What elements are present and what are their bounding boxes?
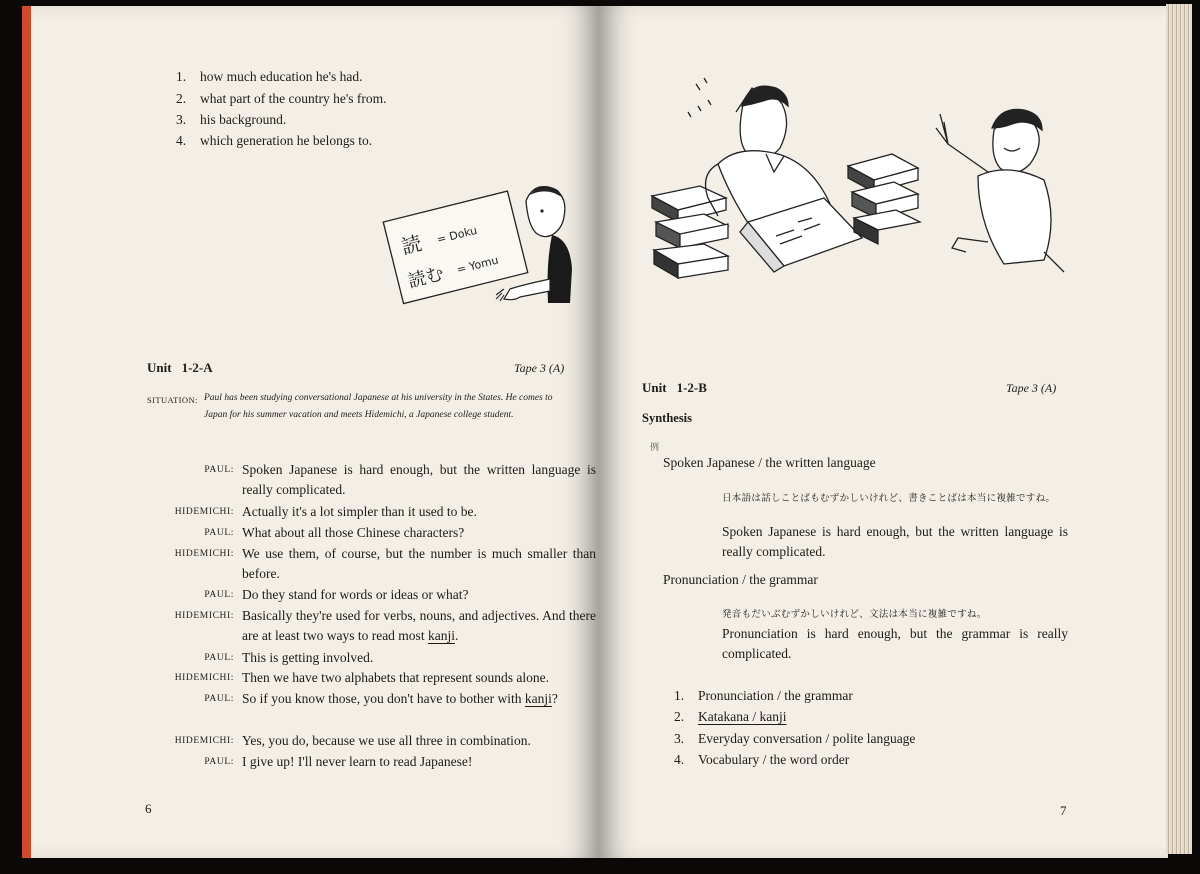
dialogue-text: Do they stand for words or ideas or what? xyxy=(242,587,469,602)
speaker: HIDEMICHI: xyxy=(174,611,234,621)
list-item: 1. Pronunciation / the grammar xyxy=(674,688,853,703)
speaker: HIDEMICHI: xyxy=(174,736,234,746)
sign-reading-2: = Yomu xyxy=(455,253,500,277)
book-stack-right xyxy=(848,154,920,244)
speaker: PAUL: xyxy=(204,465,234,475)
dialogue-text: We use them, of course, but the number is much smaller than before. xyxy=(242,546,596,581)
speaker: PAUL: xyxy=(204,528,234,538)
speaker: HIDEMICHI: xyxy=(174,673,234,683)
underlined-word: kanji xyxy=(427,627,455,643)
example-english: Pronunciation is hard enough, but the grammar is really complicated. xyxy=(722,626,1068,661)
unit-heading: Unit 1-2-B xyxy=(642,380,707,395)
tape-reference: Tape 3 (A) xyxy=(514,361,565,375)
dialogue-text: So if you know those, you don't have to bother with kanji? xyxy=(242,691,558,706)
list-item: 1. how much education he's had. xyxy=(176,69,363,84)
speaker: PAUL: xyxy=(204,590,234,600)
example-cue: Pronunciation / the grammar xyxy=(663,572,818,587)
kanji-sign-illustration xyxy=(376,171,576,306)
dialogue-text: This is getting involved. xyxy=(242,650,374,665)
list-item: 3. Everyday conversation / polite language xyxy=(674,731,916,746)
right-page xyxy=(598,6,1168,858)
example-japanese: 日本語は話しことばもむずかしいけれど、書きことばは本当に複雑ですね。 xyxy=(722,493,1056,504)
example-cue: Spoken Japanese / the written language xyxy=(663,455,876,470)
dialogue-text: Yes, you do, because we use all three in combination. xyxy=(242,733,531,748)
sign-kanji-2: 読む xyxy=(406,263,447,293)
left-page xyxy=(22,6,601,858)
dialogue-text: Then we have two alphabets that represent sounds alone. xyxy=(242,670,550,685)
list-item: 2. what part of the country he's from. xyxy=(176,91,387,106)
speaker: HIDEMICHI: xyxy=(174,507,234,517)
book-stack-left xyxy=(652,186,728,278)
dialogue-text: Basically they're used for verbs, nouns, and adjectives. And there are at least two ways to read most kanji. xyxy=(242,608,596,643)
speaker: HIDEMICHI: xyxy=(174,549,234,559)
sweat-drops-icon xyxy=(688,78,711,117)
list-item: 4. Vocabulary / the word order xyxy=(674,752,850,767)
list-item: 4. which generation he belongs to. xyxy=(176,133,373,148)
speaker: PAUL: xyxy=(204,653,234,663)
dialogue-text: I give up! I'll never learn to read Japanese! xyxy=(242,754,473,769)
sign-kanji-1: 読 xyxy=(399,230,425,259)
list-item: 2. Katakana / kanji xyxy=(674,709,787,724)
example-english: Spoken Japanese is hard enough, but the written language is really complicated. xyxy=(722,524,1068,559)
dialogue-text: What about all those Chinese characters? xyxy=(242,525,465,540)
speaker: PAUL: xyxy=(204,757,234,767)
example-japanese: 発音もだいぶむずかしいけれど、文法は本当に複雑ですね。 xyxy=(722,609,987,620)
situation-text: Paul has been studying conversational Japanese at his university in the States. He comes to Japan for his summer vacation and meets Hidemichi, a Japanese college student. xyxy=(204,393,553,420)
synthesis-title: Synthesis xyxy=(642,411,693,425)
page-number: 7 xyxy=(1060,803,1067,818)
dialogue-text: Actually it's a lot simpler than it used to be. xyxy=(242,504,477,519)
underlined-word: kanji xyxy=(524,691,552,706)
situation-label: SITUATION: xyxy=(147,395,198,405)
page-edges xyxy=(1166,4,1192,854)
list-item: 3. his background. xyxy=(176,112,287,127)
tape-reference: Tape 3 (A) xyxy=(1006,381,1057,395)
dialogue-text: Spoken Japanese is hard enough, but the written language is really complicated. xyxy=(242,462,596,497)
unit-heading: Unit 1-2-A xyxy=(147,360,213,375)
cheerful-student xyxy=(936,109,1064,272)
page-number: 6 xyxy=(145,801,152,816)
example-mark: 例 xyxy=(650,442,660,452)
sign-reading-1: = Doku xyxy=(435,223,479,247)
speaker: PAUL: xyxy=(204,694,234,704)
students-illustration xyxy=(648,72,1068,302)
